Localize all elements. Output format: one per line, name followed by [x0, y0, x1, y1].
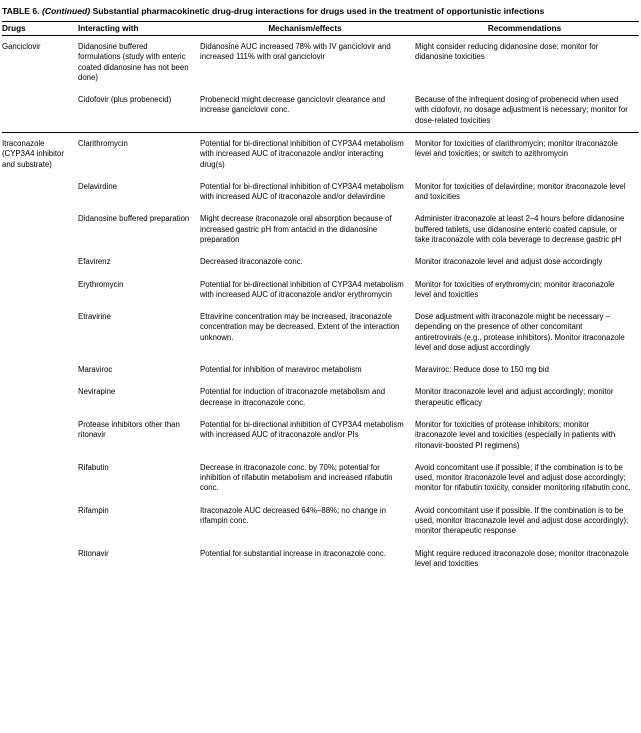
table-caption-label: TABLE 6.	[2, 6, 40, 16]
table-caption-continued: (Continued)	[41, 6, 91, 16]
cell-interacting-with: Efavirenz	[78, 257, 111, 267]
cell-interacting-with: Didanosine buffered formulations (study with enteric coated didanosine has not been done)	[78, 36, 200, 90]
table-row	[2, 457, 639, 500]
cell-mechanism-effects: Potential for induction of itraconazole metabolism and decrease in itraconazole conc.	[200, 387, 386, 407]
cell-interacting-with: Cidofovir (plus probenecid)	[78, 95, 172, 105]
table-caption-text: Substantial pharmacokinetic drug-drug interactions for drugs used in the treatment of opportunistic infections	[92, 6, 545, 16]
cell-interacting-with: Maraviroc	[78, 365, 113, 375]
cell-mechanism-effects: Itraconazole AUC decreased 64%–88%; no change in rifampin conc.	[200, 505, 386, 525]
cell-interacting-with: Rifampin	[78, 505, 109, 515]
cell-interacting-with: Erythromycin	[78, 279, 124, 289]
cell-interacting-with: Delavirdine	[78, 181, 118, 191]
table-row	[2, 543, 639, 576]
cell-mechanism-effects: Potential for substantial increase in itraconazole conc.	[200, 548, 386, 558]
cell-mechanism-effects: Potential for bi-directional inhibition of CYP3A4 metabolism with increased AUC of itraconazole and/or delavirdine	[200, 181, 404, 202]
cell-recommendations: Monitor for toxicities of erythromycin; monitor itraconazole level and toxicities	[415, 279, 615, 299]
cell-drug	[2, 176, 78, 209]
table-body	[2, 36, 639, 576]
cell-drug	[2, 500, 78, 543]
table-caption	[0, 0, 641, 21]
cell-drug	[2, 457, 78, 500]
table-row	[2, 89, 639, 132]
table-row	[2, 306, 639, 359]
table-row	[2, 414, 639, 457]
cell-drug: Ganciclovir	[2, 36, 78, 90]
column-header-interacting-with: Interacting with	[78, 22, 200, 36]
cell-drug	[2, 274, 78, 307]
cell-mechanism-effects: Potential for bi-directional inhibition of CYP3A4 metabolism with increased AUC of itraconazole and/or PIs	[200, 420, 404, 440]
cell-mechanism-effects: Potential for bi-directional inhibition of CYP3A4 metabolism with increased AUC of itraconazole and/or erythromycin	[200, 279, 404, 299]
cell-interacting-with: Ritonavir	[78, 548, 109, 558]
table-head	[2, 22, 639, 36]
cell-drug	[2, 306, 78, 359]
cell-recommendations: Monitor for toxicities of protease inhibitors; monitor itraconazole level and toxicities (especially in patients with ritonavir-boosted PI regimens)	[415, 420, 616, 450]
table-row	[2, 176, 639, 209]
cell-recommendations: Because of the infrequent dosing of probenecid when used with cidofovir, no dosage adjustment is necessary; monitor for dose-related toxicities	[415, 95, 628, 125]
table-row	[2, 359, 639, 381]
column-header-recommendations: Recommendations	[415, 22, 639, 36]
cell-mechanism-effects: Etravirine concentration may be increased, itraconazole concentration may be decreased. Extent of the interaction unknown.	[200, 312, 400, 342]
table-row	[2, 274, 639, 307]
cell-recommendations: Might consider reducing didanosine dose; monitor for didanosine toxicities	[415, 36, 639, 90]
cell-interacting-with: Rifabutin	[78, 462, 109, 472]
table-row	[2, 381, 639, 414]
cell-mechanism-effects: Probenecid might decrease ganciclovir clearance and increase ganciclovir conc.	[200, 95, 386, 115]
cell-recommendations: Maraviroc: Reduce dose to 150 mg bid	[415, 365, 549, 375]
table-row	[2, 36, 639, 90]
cell-recommendations: Monitor for toxicities of delavirdine; monitor itraconazole level and toxicities	[415, 181, 626, 202]
cell-drug	[2, 89, 78, 132]
cell-interacting-with: Etravirine	[78, 312, 111, 322]
cell-mechanism-effects: Potential for inhibition of maraviroc metabolism	[200, 365, 362, 375]
cell-drug: Itraconazole (CYP3A4 inhibitor and substrate)	[2, 132, 78, 175]
cell-mechanism-effects: Might decrease itraconazole oral absorption because of increased gastric pH from antacid in the didanosine preparation	[200, 214, 392, 244]
cell-drug	[2, 543, 78, 576]
cell-recommendations: Avoid concomitant use if possible; if the combination is to be used, monitor itraconazole level and adjust dose accordingly; monitor for rifabutin toxicity, consider monitoring rifabutin conc.	[415, 462, 631, 493]
cell-mechanism-effects: Potential for bi-directional inhibition of CYP3A4 metabolism with increased AUC of itraconazole and/or interacting drug(s)	[200, 132, 415, 175]
table-row	[2, 500, 639, 543]
cell-recommendations: Avoid concomitant use if possible. If the combination is to be used, monitor itraconazole level and adjust dose accordingly); monitor therapeutic response	[415, 505, 629, 536]
drug-interactions-table	[2, 21, 639, 575]
cell-interacting-with: Didanosine buffered preparation	[78, 214, 190, 224]
cell-recommendations: Monitor itraconazole level and adjust accordingly; monitor therapeutic efficacy	[415, 387, 614, 407]
column-header-mechanism-effects: Mechanism/effects	[200, 22, 415, 36]
column-header-drugs: Drugs	[2, 22, 78, 36]
cell-interacting-with: Clarithromycin	[78, 132, 200, 175]
table-header-row	[2, 22, 639, 36]
cell-recommendations: Monitor for toxicities of clarithromycin; monitor itraconazole level and toxicities; or switch to azithromycin	[415, 132, 639, 175]
table-row	[2, 208, 639, 251]
table-row	[2, 132, 639, 175]
cell-recommendations: Administer itraconazole at least 2–4 hours before didanosine buffered tablets, use didanosine enteric coated capsule, or take itraconazole with cola beverage to decrease gastric pH	[415, 214, 625, 244]
cell-recommendations: Monitor itraconazole level and adjust dose accordingly	[415, 257, 603, 267]
cell-recommendations: Dose adjustment with itraconazole might be necessary – depending on the presence of other concomitant antiretrovirals (e.g., protease inhibitors). Monitor itraconazole level and dose adjust accordingly	[415, 312, 625, 352]
cell-recommendations: Might require reduced itraconazole dose; monitor itraconazole level and toxicities	[415, 548, 629, 568]
cell-drug	[2, 208, 78, 251]
cell-interacting-with: Protease inhibitors other than ritonavir	[78, 420, 180, 440]
cell-drug	[2, 251, 78, 273]
cell-mechanism-effects: Decreased itraconazole conc.	[200, 257, 303, 267]
cell-mechanism-effects: Didanosine AUC increased 78% with IV ganciclovir and increased 111% with oral ganciclovir	[200, 36, 415, 90]
cell-mechanism-effects: Decrease in itraconazole conc. by 70%; potential for inhibition of rifabutin metabolism and increased rifabutin conc.	[200, 462, 393, 493]
cell-drug	[2, 359, 78, 381]
table-row	[2, 251, 639, 273]
cell-interacting-with: Nevirapine	[78, 387, 116, 397]
cell-drug	[2, 381, 78, 414]
cell-drug	[2, 414, 78, 457]
